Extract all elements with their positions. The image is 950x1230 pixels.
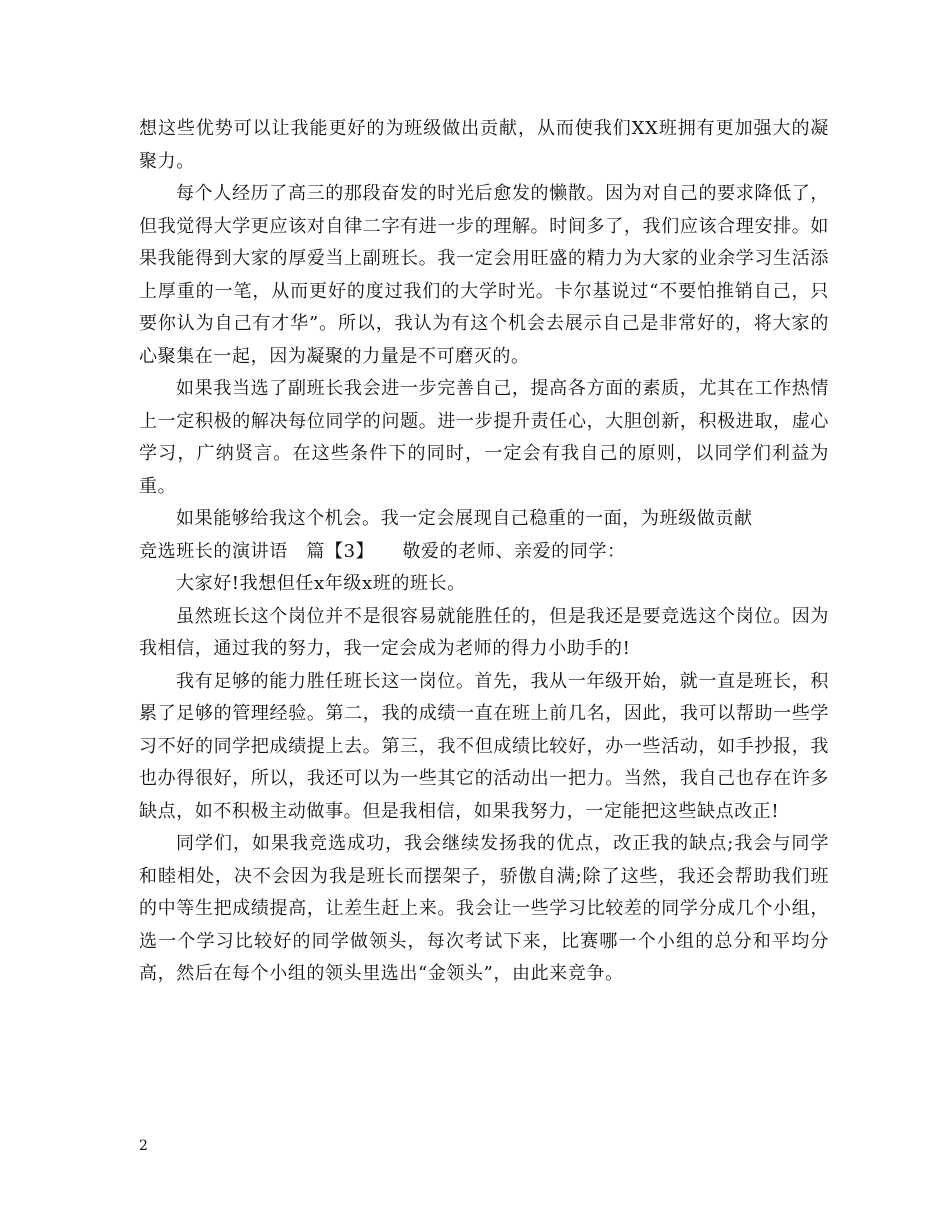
paragraph: 如果能够给我这个机会。我一定会展现自己稳重的一面，为班级做贡献 [176, 508, 753, 529]
paragraph: 如果我当选了副班长我会进一步完善自己，提高各方面的素质，尤其在工作热情上一定积极的解决每位同学的问题。进一步提升责任心，大胆创新，积极进取，虚心学习，广纳贤言。在这些条件下的同时，一定会有我自己的原则，以同学们利益为重。 [139, 378, 829, 497]
document-body [139, 113, 829, 991]
paragraph: 每个人经历了高三的那段奋发的时光后愈发的懒散。因为对自己的要求降低了，但我觉得大学更应该对自律二字有进一步的理解。时间多了，我们应该合理安排。如果我能得到大家的厚爱当上副班长。我一定会用旺盛的精力为大家的业余学习生活添上厚重的一笔，从而更好的度过我们的大学时光。卡尔基说过“不要怕推销自己，只要你认为自己有才华”。所以，我认为有这个机会去展示自己是非常好的，将大家的心聚集在一起，因为凝聚的力量是不可磨灭的。 [139, 183, 829, 367]
section-heading: 竞选班长的演讲语 篇【3】 敬爱的老师、亲爱的同学： [139, 540, 626, 562]
paragraph: 同学们，如果我竞选成功，我会继续发扬我的优点，改正我的缺点;我会与同学和睦相处，决不会因为我是班长而摆架子，骄傲自满;除了这些，我还会帮助我们班的中等生把成绩提高，让差生赶上来。我会让一些学习比较差的同学分成几个小组，选一个学习比较好的同学做领头，每次考试下来，比赛哪一个小组的总分和平均分高，然后在每个小组的领头里选出“金领头”，由此来竞争。 [139, 833, 829, 984]
paragraph: 我有足够的能力胜任班长这一岗位。首先，我从一年级开始，就一直是班长，积累了足够的管理经验。第二，我的成绩一直在班上前几名，因此，我可以帮助一些学习不好的同学把成绩提上去。第三，我不但成绩比较好，办一些活动，如手抄报，我也办得很好，所以，我还可以为一些其它的活动出一把力。当然，我自己也存在许多缺点，如不积极主动做事。但是我相信，如果我努力，一定能把这些缺点改正! [139, 670, 829, 822]
page-number: 2 [139, 1138, 148, 1154]
paragraph: 虽然班长这个岗位并不是很容易就能胜任的，但是我还是要竞选这个岗位。因为我相信，通过我的努力，我一定会成为老师的得力小助手的! [139, 605, 829, 659]
greeting-paragraph: 大家好!我想但任x年级x班的班长。 [176, 573, 466, 594]
paragraph-continuation: 想这些优势可以让我能更好的为班级做出贡献，从而使我们XX班拥有更加强大的凝聚力。 [139, 118, 829, 172]
